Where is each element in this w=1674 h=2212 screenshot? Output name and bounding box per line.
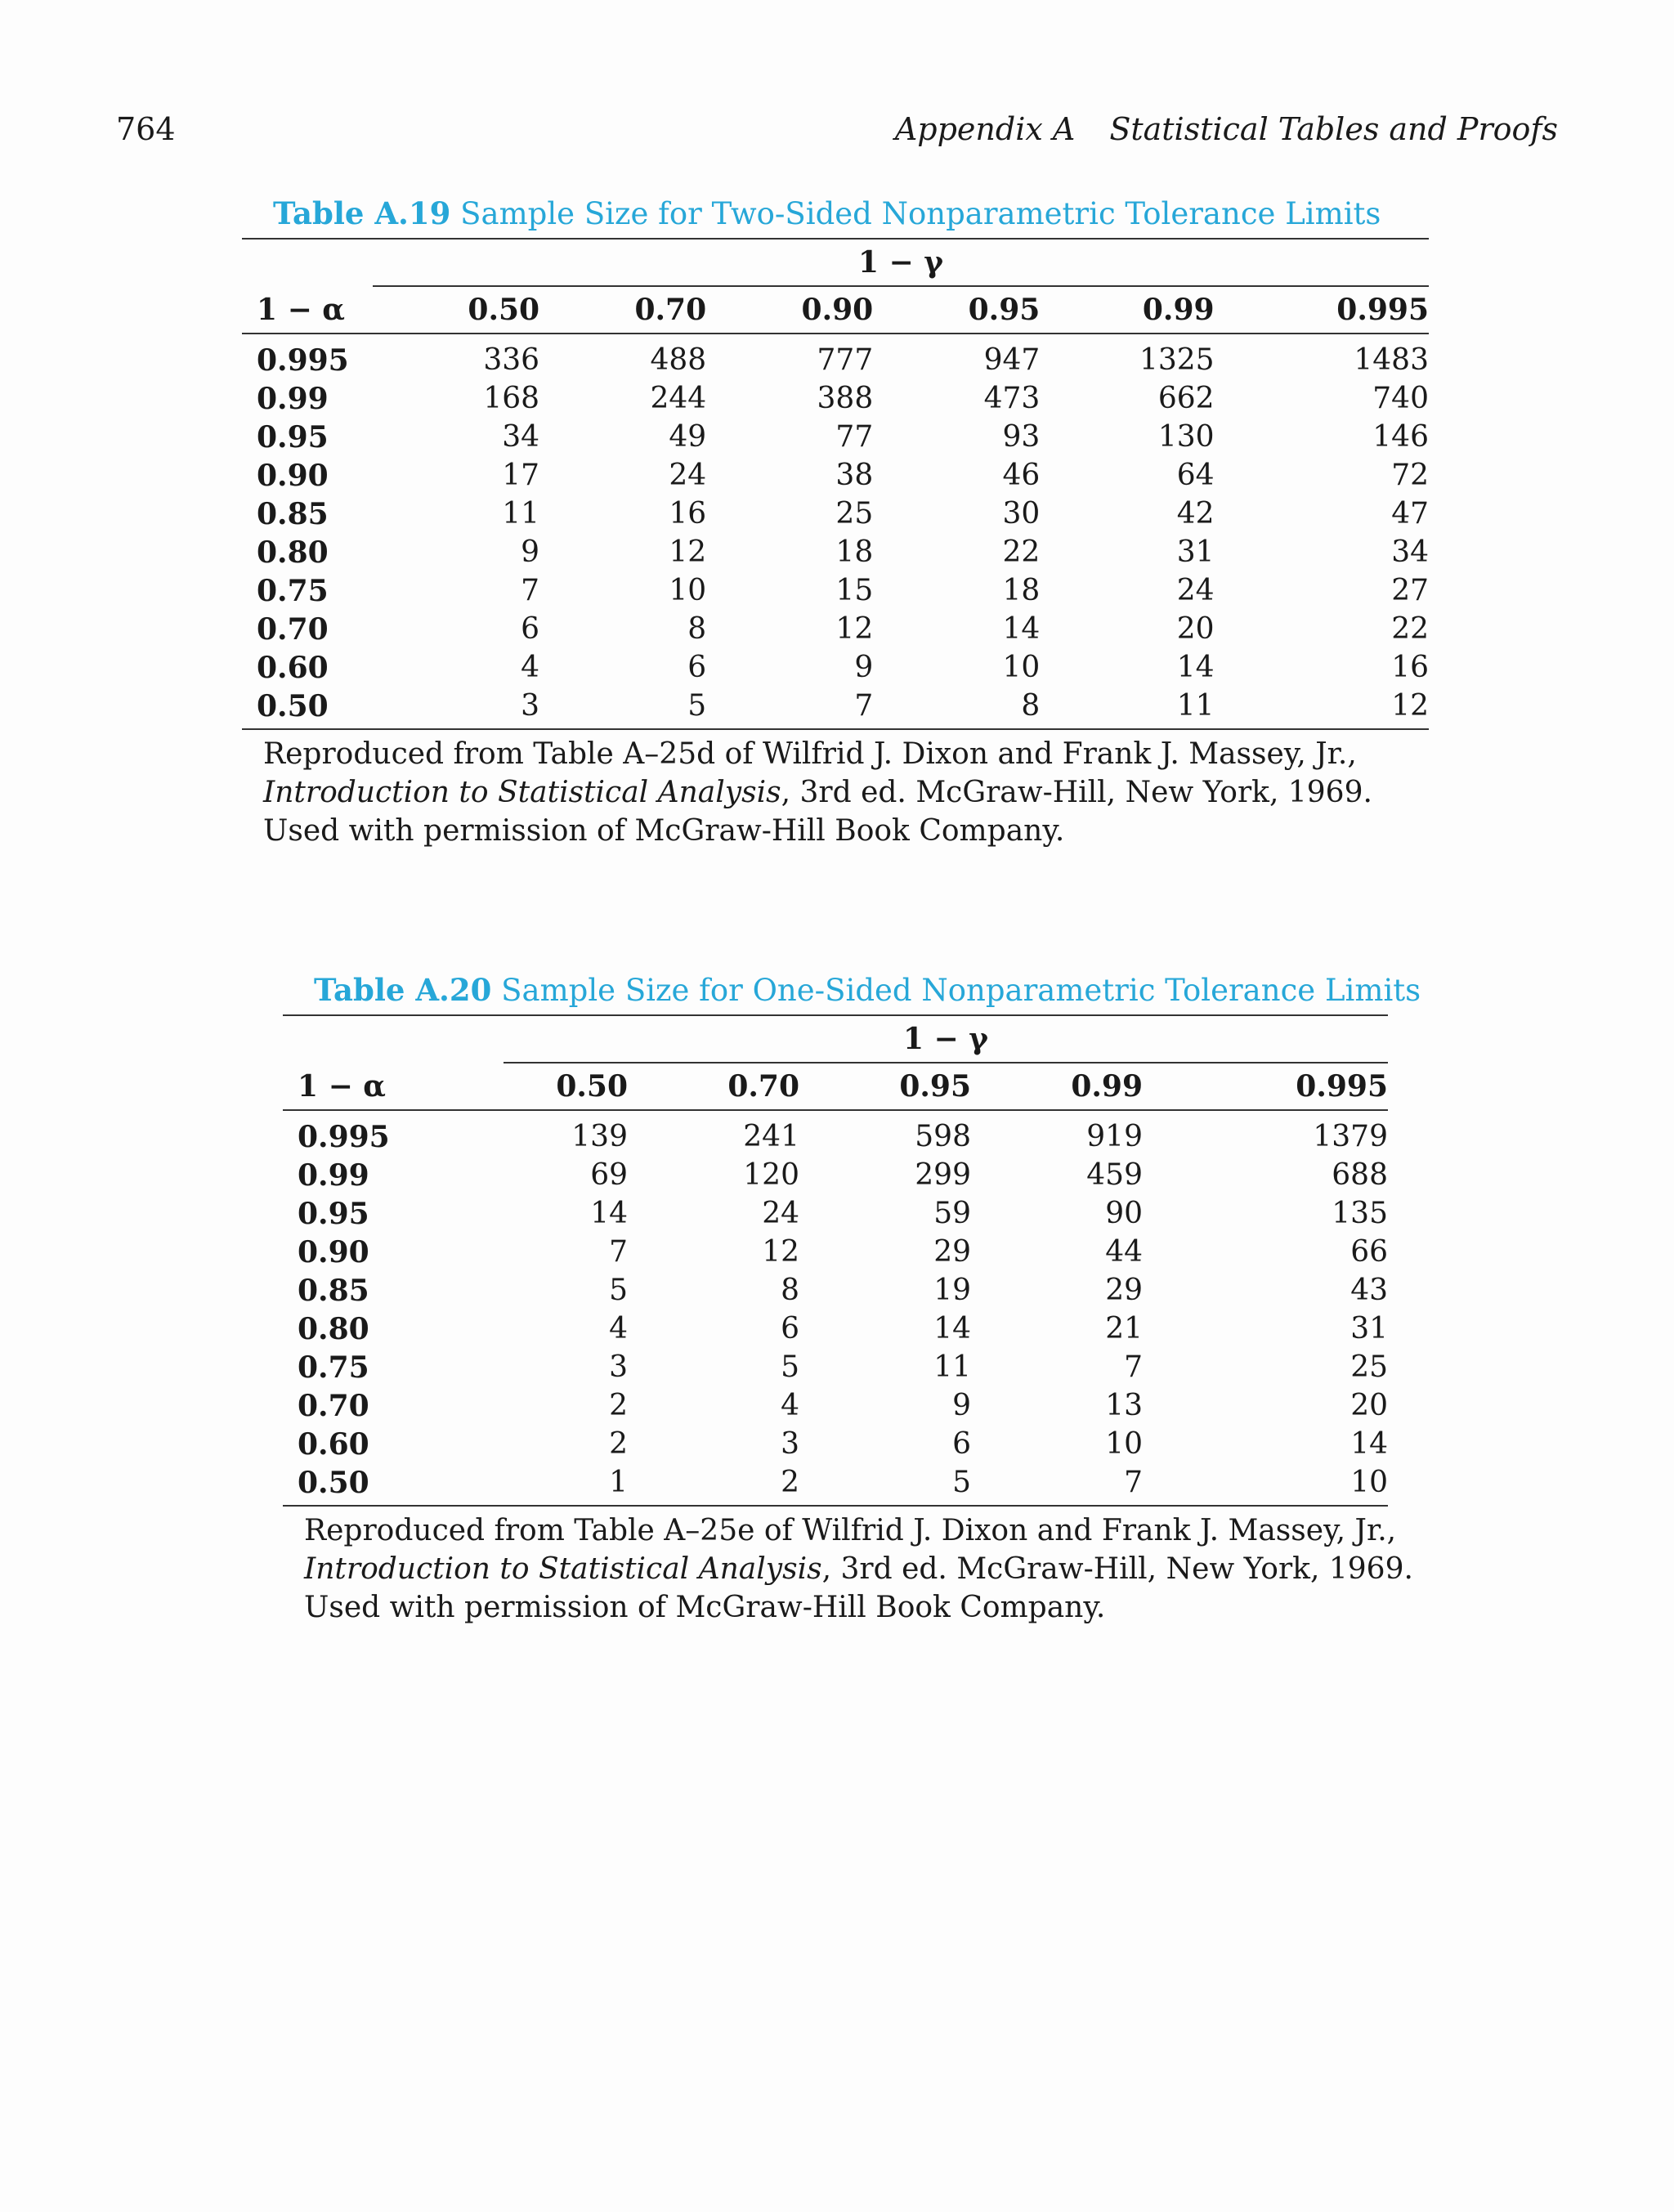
column-header: 0.99 [971,1063,1143,1110]
table-cell: 24 [1176,574,1215,607]
table-cell: 44 [1105,1235,1143,1269]
book-title: Introduction to Statistical Analysis [304,1552,822,1586]
table-cell: 49 [669,420,707,454]
table-cell: 488 [650,343,707,377]
row-label: 0.70 [257,611,329,647]
column-group-label: 1 − γ [373,239,1429,286]
table-a19-block [242,193,1429,850]
table-cell: 3 [373,687,539,729]
row-label: 0.995 [298,1119,390,1154]
table-cell: 22 [1391,612,1429,646]
table-cell: 473 [983,382,1041,415]
table-cell: 135 [1332,1197,1388,1230]
note-line: Used with permission of McGraw-Hill Book Company. [263,814,1065,848]
table-cell: 18 [835,535,874,569]
book-title: Introduction to Statistical Analysis [263,776,781,809]
table-cell: 7 [609,1235,628,1269]
table-row [242,495,1429,533]
table-cell: 7 [1124,1350,1143,1384]
table-cell: 12 [1215,687,1429,729]
row-label: 0.80 [298,1311,369,1346]
table-cell: 740 [1372,382,1429,415]
table-cell: 8 [873,687,1040,729]
table-label: Table A.19 [273,195,451,231]
row-label: 0.99 [298,1157,369,1193]
table-cell: 5 [799,1463,971,1506]
table-cell: 146 [1372,420,1429,454]
table-cell: 16 [1391,651,1429,684]
running-head-section: Statistical Tables and Proofs [1109,111,1558,147]
table-cell: 38 [835,459,874,492]
column-group-row [283,1015,1388,1063]
table-cell: 8 [781,1274,799,1307]
table-cell: 299 [915,1158,971,1192]
table-cell: 17 [502,459,540,492]
table-cell: 9 [854,651,874,684]
column-header: 0.70 [539,286,706,334]
table-cell: 3 [609,1350,628,1384]
row-label: 0.85 [298,1273,369,1308]
table-cell: 31 [1350,1312,1388,1346]
table-cell: 168 [483,382,540,415]
table-cell: 25 [835,497,874,531]
table-cell: 29 [1105,1274,1143,1307]
table-title: Sample Size for One-Sided Nonparametric Tolerance Limits [501,973,1421,1008]
note-line-rest: , 3rd ed. McGraw-Hill, New York, 1969. [821,1552,1413,1586]
table-row [283,1348,1388,1386]
table-cell: 2 [609,1389,628,1422]
table-cell: 47 [1391,497,1429,531]
table-cell: 72 [1391,459,1429,492]
row-label: 0.90 [257,458,329,493]
table-row [242,648,1429,687]
table-cell: 14 [590,1197,628,1230]
data-table [283,1014,1388,1507]
table-cell: 64 [1176,459,1215,492]
column-header: 0.70 [628,1063,799,1110]
page-number: 764 [116,111,176,147]
table-cell: 688 [1332,1158,1388,1192]
table-cell: 4 [521,651,540,684]
table-row [283,1233,1388,1271]
table-cell: 241 [743,1120,799,1153]
note-line [304,1550,1413,1588]
table-cell: 29 [933,1235,971,1269]
table-row [242,687,1429,729]
source-note [283,1511,1413,1627]
table-row [242,334,1429,379]
table-cell: 459 [1086,1158,1143,1192]
column-header: 0.90 [706,286,873,334]
table-cell: 244 [650,382,707,415]
table-cell: 139 [571,1120,628,1153]
column-header: 0.50 [504,1063,628,1110]
row-label: 0.50 [242,687,373,729]
table-cell: 5 [539,687,706,729]
table-cell: 598 [915,1120,971,1153]
table-cell: 11 [933,1350,971,1384]
table-cell: 14 [1350,1427,1388,1461]
table-cell: 6 [781,1312,799,1346]
header-row [283,1063,1388,1110]
table-title: Sample Size for Two-Sided Nonparametric Tolerance Limits [460,196,1381,231]
table-cell: 3 [781,1427,799,1461]
table-cell: 24 [669,459,707,492]
table-cell: 7 [521,574,540,607]
table-caption [283,969,1421,1011]
table-cell: 77 [835,420,874,454]
table-cell: 7 [971,1463,1143,1506]
row-header-label: 1 − α [242,286,373,334]
table-cell: 6 [687,651,707,684]
table-cell: 69 [590,1158,628,1192]
row-label: 0.995 [257,343,349,378]
table-label: Table A.20 [314,972,492,1008]
running-head [895,110,1558,149]
table-a20-block [283,969,1421,1627]
row-label: 0.60 [257,650,329,685]
header-row [242,286,1429,334]
row-label: 0.75 [257,573,329,608]
table-caption [242,193,1429,235]
table-cell: 2 [609,1427,628,1461]
table-cell: 1325 [1139,343,1215,377]
table-cell: 11 [502,497,540,531]
table-cell: 15 [835,574,874,607]
table-row [242,379,1429,418]
table-cell: 4 [609,1312,628,1346]
column-header: 0.95 [873,286,1040,334]
table-row [242,418,1429,456]
table-cell: 12 [669,535,707,569]
table-cell: 43 [1350,1274,1388,1307]
table-cell: 9 [521,535,540,569]
table-row [242,610,1429,648]
row-label: 0.60 [298,1426,369,1462]
note-line-rest: , 3rd ed. McGraw-Hill, New York, 1969. [781,776,1372,809]
table-cell: 30 [1002,497,1041,531]
row-label: 0.95 [298,1196,369,1231]
data-table [242,238,1429,730]
table-row [283,1271,1388,1310]
table-row [242,571,1429,610]
table-row [283,1194,1388,1233]
table-cell: 7 [706,687,873,729]
table-row [283,1386,1388,1425]
table-cell: 5 [781,1350,799,1384]
table-row [283,1310,1388,1348]
row-label: 0.90 [298,1234,369,1269]
table-cell: 25 [1350,1350,1388,1384]
row-label: 0.95 [257,419,329,454]
source-note [242,735,1429,850]
table-cell: 21 [1105,1312,1143,1346]
table-cell: 46 [1002,459,1041,492]
table-cell: 2 [628,1463,799,1506]
table-row [283,1156,1388,1194]
table-cell: 31 [1176,535,1215,569]
table-cell: 20 [1176,612,1215,646]
table-cell: 18 [1002,574,1041,607]
table-cell: 90 [1105,1197,1143,1230]
row-label: 0.75 [298,1350,369,1385]
table-row [242,456,1429,495]
table-cell: 22 [1002,535,1041,569]
column-header: 0.995 [1143,1063,1388,1110]
column-header: 0.95 [799,1063,971,1110]
table-cell: 662 [1157,382,1215,415]
row-label: 0.50 [283,1463,504,1506]
table-cell: 12 [762,1235,799,1269]
table-cell: 20 [1350,1389,1388,1422]
column-header: 0.50 [373,286,539,334]
table-cell: 5 [609,1274,628,1307]
table-cell: 66 [1350,1235,1388,1269]
row-label: 0.70 [298,1388,369,1423]
table-cell: 14 [933,1312,971,1346]
table-row [283,1110,1388,1156]
table-cell: 6 [952,1427,971,1461]
table-cell: 947 [983,343,1041,377]
table-cell: 19 [933,1274,971,1307]
table-row [283,1425,1388,1463]
table-cell: 120 [743,1158,799,1192]
table-cell: 777 [817,343,874,377]
table-row [283,1463,1388,1506]
table-cell: 919 [1086,1120,1143,1153]
table-cell: 13 [1105,1389,1143,1422]
table-cell: 27 [1391,574,1429,607]
table-cell: 16 [669,497,707,531]
note-line: Reproduced from Table A–25e of Wilfrid J. Dixon and Frank J. Massey, Jr., [304,1514,1397,1547]
table-cell: 10 [1105,1427,1143,1461]
table-row [242,533,1429,571]
table-cell: 12 [835,612,874,646]
table-cell: 388 [817,382,874,415]
table-cell: 6 [521,612,540,646]
row-header-label: 1 − α [283,1063,504,1110]
table-cell: 4 [781,1389,799,1422]
table-cell: 93 [1002,420,1041,454]
table-cell: 14 [1176,651,1215,684]
table-cell: 1379 [1313,1120,1388,1153]
note-line [263,773,1429,812]
table-cell: 14 [1002,612,1041,646]
column-header: 0.99 [1040,286,1214,334]
table-cell: 34 [1391,535,1429,569]
table-cell: 59 [933,1197,971,1230]
table-cell: 336 [483,343,540,377]
table-cell: 11 [1040,687,1214,729]
table-cell: 9 [952,1389,971,1422]
table-cell: 130 [1157,420,1215,454]
row-label: 0.99 [257,381,329,416]
row-label: 0.80 [257,535,329,570]
column-group-row [242,239,1429,286]
table-cell: 8 [687,612,707,646]
column-header: 0.995 [1215,286,1429,334]
table-cell: 1 [504,1463,628,1506]
table-cell: 34 [502,420,540,454]
note-line: Used with permission of McGraw-Hill Book Company. [304,1591,1106,1624]
running-head-appendix: Appendix A [894,111,1076,147]
note-line: Reproduced from Table A–25d of Wilfrid J. Dixon and Frank J. Massey, Jr., [263,737,1357,771]
row-label: 0.85 [257,496,329,531]
table-cell: 1483 [1354,343,1429,377]
table-cell: 10 [669,574,707,607]
table-cell: 42 [1176,497,1215,531]
column-group-label: 1 − γ [504,1015,1388,1063]
table-cell: 10 [1002,651,1041,684]
table-cell: 24 [762,1197,799,1230]
table-cell: 10 [1143,1463,1388,1506]
